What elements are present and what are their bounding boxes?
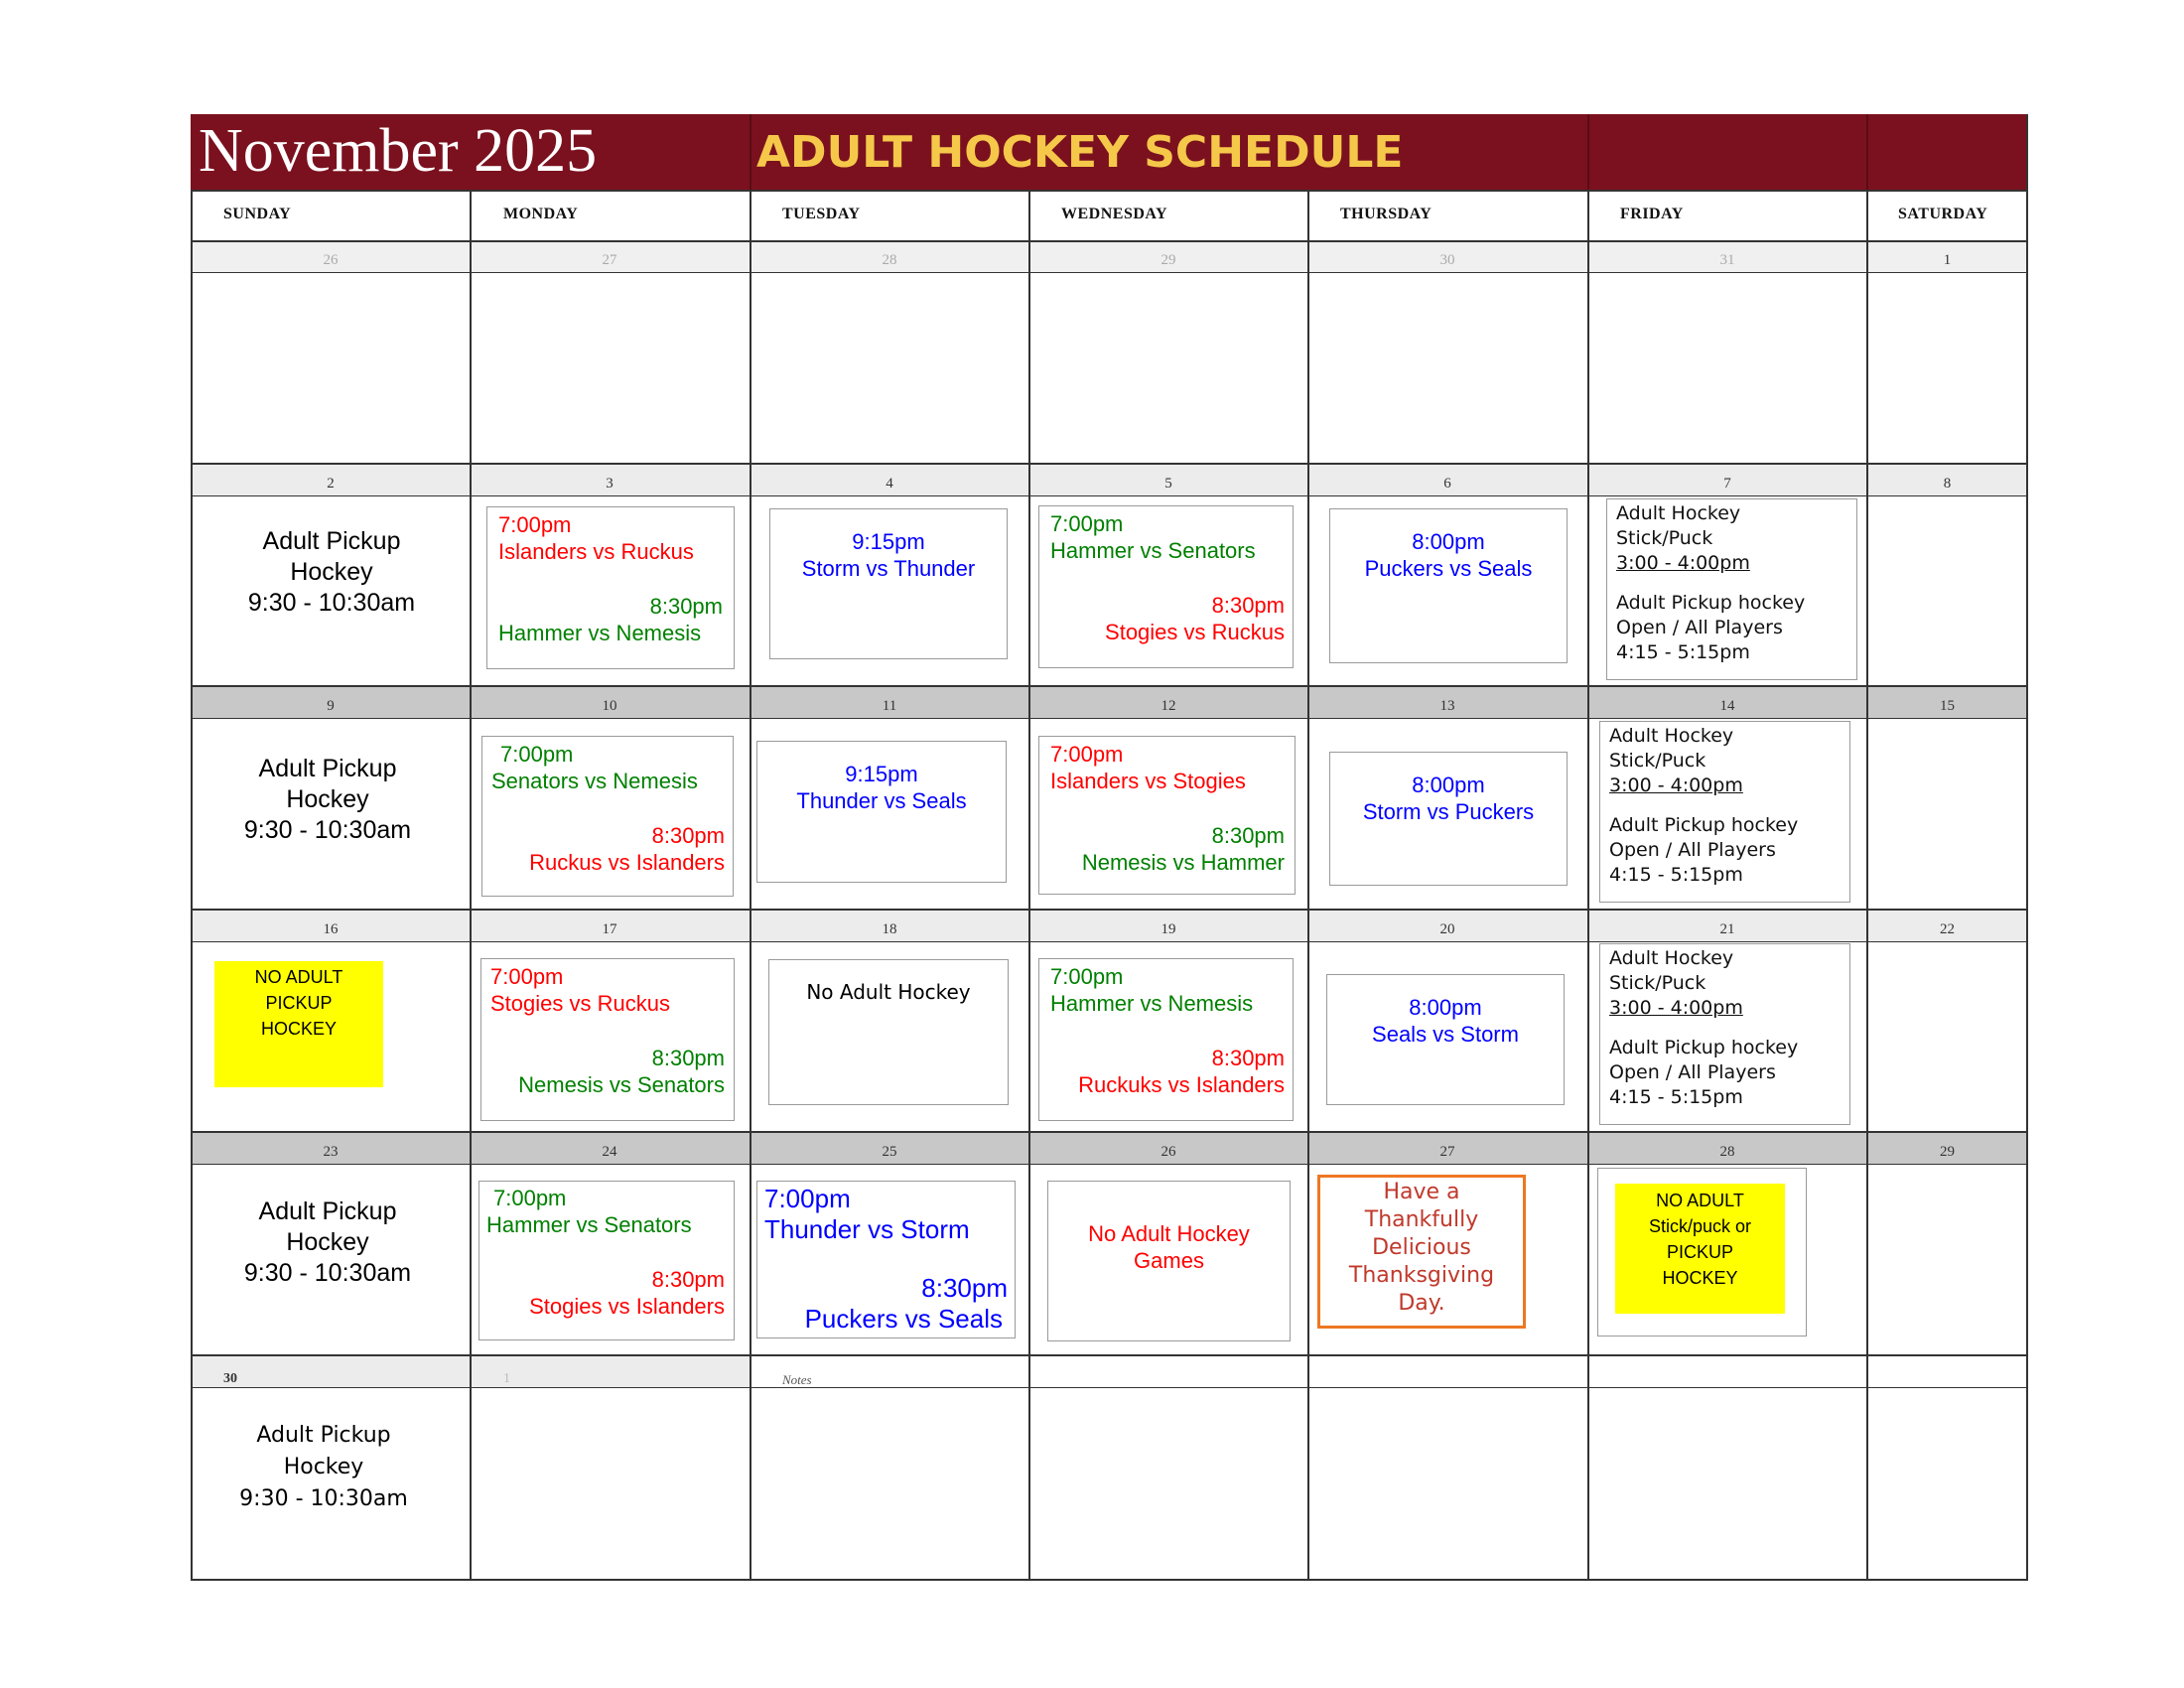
date-number: 24 bbox=[602, 1144, 617, 1160]
friday-time: 3:00 - 4:00pm bbox=[1609, 774, 1743, 796]
game-matchup: Seals vs Storm bbox=[1372, 1022, 1519, 1047]
pickup-line: Adult Pickup bbox=[256, 1423, 391, 1448]
game-matchup: Hammer vs Nemesis bbox=[498, 621, 702, 645]
schedule-title: ADULT HOCKEY SCHEDULE bbox=[756, 127, 1404, 178]
date-number: 5 bbox=[1164, 476, 1172, 492]
game-matchup: Ruckus vs Islanders bbox=[529, 850, 725, 875]
game-time: 7:00pm bbox=[490, 964, 564, 989]
game-matchup: Islanders vs Stogies bbox=[1050, 769, 1246, 793]
date-number: 25 bbox=[882, 1144, 897, 1160]
date-number: 28 bbox=[1719, 1144, 1735, 1160]
dow-wednesday: WEDNESDAY bbox=[1061, 206, 1168, 222]
friday-line: Stick/Puck bbox=[1609, 750, 1706, 772]
date-number: 11 bbox=[882, 698, 897, 714]
game-matchup: Stogies vs Islanders bbox=[529, 1294, 725, 1319]
game-time: 8:00pm bbox=[1412, 773, 1485, 797]
notice-line: NO ADULT bbox=[1656, 1191, 1744, 1210]
dow-sunday: SUNDAY bbox=[223, 206, 292, 222]
date-number: 16 bbox=[323, 921, 339, 937]
date-number: 2 bbox=[327, 476, 335, 492]
date-number: 8 bbox=[1943, 476, 1952, 492]
date-number: 27 bbox=[1439, 1144, 1455, 1160]
message-line: Thankfully bbox=[1364, 1207, 1479, 1232]
date-number: 12 bbox=[1160, 698, 1176, 714]
friday-line: Stick/Puck bbox=[1609, 972, 1706, 994]
game-matchup: Thunder vs Storm bbox=[764, 1214, 970, 1244]
pickup-time: 9:30 - 10:30am bbox=[239, 1486, 408, 1511]
date-number: 6 bbox=[1443, 476, 1451, 492]
game-time: 7:00pm bbox=[498, 512, 572, 537]
pickup-event bbox=[193, 526, 471, 619]
date-number: 21 bbox=[1719, 921, 1735, 937]
date-number: 26 bbox=[323, 252, 339, 268]
no-games-line: No Adult Hockey bbox=[1088, 1221, 1250, 1246]
date-number: 26 bbox=[1160, 1144, 1176, 1160]
game-time: 7:00pm bbox=[500, 742, 574, 767]
game-matchup: Ruckuks vs Islanders bbox=[1078, 1072, 1285, 1097]
pickup-line: Adult Pickup bbox=[258, 755, 397, 782]
header-divider bbox=[750, 114, 751, 190]
friday-time: 4:15 - 5:15pm bbox=[1609, 1086, 1743, 1108]
game-time: 8:30pm bbox=[1211, 1046, 1285, 1070]
date-number: 31 bbox=[1719, 252, 1735, 268]
pickup-event bbox=[185, 1420, 463, 1515]
date-number: 20 bbox=[1439, 921, 1455, 937]
game-matchup: Hammer vs Senators bbox=[486, 1212, 692, 1237]
friday-line: Open / All Players bbox=[1609, 839, 1776, 861]
date-number: 17 bbox=[602, 921, 617, 937]
game-matchup: Stogies vs Ruckus bbox=[1105, 620, 1285, 644]
pickup-time: 9:30 - 10:30am bbox=[247, 589, 416, 617]
message-line: Delicious bbox=[1372, 1235, 1471, 1260]
friday-line: Adult Pickup hockey bbox=[1609, 1037, 1799, 1058]
date-number: 30 bbox=[223, 1371, 237, 1386]
game-time: 7:00pm bbox=[1050, 964, 1124, 989]
no-pickup-text bbox=[1615, 1188, 1785, 1291]
game-matchup: Nemesis vs Hammer bbox=[1081, 850, 1285, 875]
notice-line: Stick/puck or bbox=[1648, 1216, 1752, 1236]
pickup-line: Adult Pickup bbox=[258, 1197, 397, 1225]
dow-thursday: THURSDAY bbox=[1340, 206, 1433, 222]
game-time: 8:30pm bbox=[649, 594, 723, 619]
header-divider bbox=[1587, 114, 1589, 190]
date-number: 29 bbox=[1940, 1144, 1955, 1160]
game-time: 8:30pm bbox=[651, 1046, 725, 1070]
date-number: 13 bbox=[1439, 698, 1455, 714]
game-matchup: Hammer vs Nemesis bbox=[1050, 991, 1254, 1016]
friday-line: Open / All Players bbox=[1609, 1061, 1776, 1083]
game-matchup: Puckers vs Seals bbox=[1364, 556, 1533, 581]
date-number: 29 bbox=[1160, 252, 1176, 268]
friday-time: 3:00 - 4:00pm bbox=[1609, 997, 1743, 1019]
date-number: 30 bbox=[1439, 252, 1455, 268]
friday-line: Adult Hockey bbox=[1609, 947, 1734, 969]
notice-line: HOCKEY bbox=[1662, 1268, 1738, 1288]
message-line: Day. bbox=[1398, 1291, 1445, 1316]
date-number: 4 bbox=[886, 476, 893, 492]
notice-line: PICKUP bbox=[265, 993, 333, 1013]
game-time: 7:00pm bbox=[1050, 742, 1124, 767]
date-number: 28 bbox=[882, 252, 897, 268]
friday-time: 3:00 - 4:00pm bbox=[1616, 552, 1750, 574]
notes-label: Notes bbox=[782, 1372, 812, 1387]
game-matchup: Stogies vs Ruckus bbox=[490, 991, 670, 1016]
friday-event bbox=[1609, 946, 1798, 1110]
no-games-text bbox=[1047, 1220, 1291, 1274]
friday-time: 4:15 - 5:15pm bbox=[1616, 641, 1750, 663]
pickup-line: Hockey bbox=[290, 558, 373, 586]
date-number: 27 bbox=[602, 252, 617, 268]
no-pickup-text bbox=[214, 964, 383, 1042]
pickup-time: 9:30 - 10:30am bbox=[243, 816, 412, 844]
friday-line: Stick/Puck bbox=[1616, 527, 1713, 549]
game-matchup: Thunder vs Seals bbox=[796, 788, 967, 813]
game-time: 8:00pm bbox=[1412, 529, 1485, 554]
friday-time: 4:15 - 5:15pm bbox=[1609, 864, 1743, 886]
no-games-line: Games bbox=[1134, 1248, 1204, 1273]
header-divider bbox=[1866, 114, 1868, 190]
game-matchup: Senators vs Nemesis bbox=[491, 769, 698, 793]
friday-line: Adult Hockey bbox=[1616, 502, 1741, 524]
notice-line: NO ADULT bbox=[254, 967, 343, 987]
game-time: 7:00pm bbox=[764, 1184, 851, 1213]
game-time: 7:00pm bbox=[1050, 511, 1124, 536]
friday-line: Open / All Players bbox=[1616, 617, 1783, 638]
game-time: 8:30pm bbox=[651, 1267, 725, 1292]
date-number: 23 bbox=[323, 1144, 339, 1160]
date-number: 7 bbox=[1723, 476, 1731, 492]
message-line: Thanksgiving bbox=[1348, 1263, 1495, 1288]
game-matchup: Storm vs Puckers bbox=[1362, 799, 1535, 824]
month-title: November 2025 bbox=[199, 117, 598, 185]
date-number: 18 bbox=[882, 921, 897, 937]
thanksgiving-message bbox=[1317, 1179, 1526, 1318]
date-number: 14 bbox=[1719, 698, 1735, 714]
game-time: 8:30pm bbox=[921, 1273, 1008, 1303]
game-time: 8:30pm bbox=[1211, 823, 1285, 848]
pickup-line: Hockey bbox=[283, 1455, 364, 1479]
friday-line: Adult Hockey bbox=[1609, 725, 1734, 747]
game-time: 9:15pm bbox=[852, 529, 925, 554]
date-number: 1 bbox=[503, 1371, 510, 1386]
pickup-event bbox=[189, 754, 467, 846]
game-matchup: Islanders vs Ruckus bbox=[498, 539, 694, 564]
game-time: 7:00pm bbox=[493, 1186, 567, 1210]
game-time: 8:30pm bbox=[651, 823, 725, 848]
date-number: 22 bbox=[1940, 921, 1955, 937]
pickup-line: Adult Pickup bbox=[262, 527, 401, 555]
game-matchup: Puckers vs Seals bbox=[804, 1304, 1003, 1334]
pickup-event bbox=[189, 1196, 467, 1289]
date-number: 9 bbox=[327, 698, 335, 714]
friday-line: Adult Pickup hockey bbox=[1616, 592, 1806, 614]
message-line: Have a bbox=[1383, 1180, 1460, 1204]
date-number: 3 bbox=[606, 476, 614, 492]
pickup-line: Hockey bbox=[286, 785, 369, 813]
notice-line: PICKUP bbox=[1666, 1242, 1734, 1262]
dow-tuesday: TUESDAY bbox=[782, 206, 861, 222]
notice-line: HOCKEY bbox=[260, 1019, 338, 1039]
game-time: 8:30pm bbox=[1211, 593, 1285, 618]
friday-line: Adult Pickup hockey bbox=[1609, 814, 1799, 836]
friday-event bbox=[1616, 501, 1805, 665]
game-matchup: Nemesis vs Senators bbox=[518, 1072, 725, 1097]
dow-monday: MONDAY bbox=[503, 206, 579, 222]
pickup-line: Hockey bbox=[286, 1228, 369, 1256]
date-number: 19 bbox=[1160, 921, 1176, 937]
pickup-time: 9:30 - 10:30am bbox=[243, 1259, 412, 1287]
date-number: 15 bbox=[1940, 698, 1955, 714]
friday-event bbox=[1609, 724, 1798, 888]
dow-friday: FRIDAY bbox=[1620, 206, 1684, 222]
game-matchup: Hammer vs Senators bbox=[1050, 538, 1256, 563]
game-time: 9:15pm bbox=[845, 762, 918, 786]
game-time: 8:00pm bbox=[1409, 995, 1482, 1020]
date-number: 1 bbox=[1943, 252, 1952, 268]
no-hockey-text: No Adult Hockey bbox=[806, 980, 971, 1004]
game-matchup: Storm vs Thunder bbox=[801, 556, 976, 581]
dow-saturday: SATURDAY bbox=[1898, 206, 1988, 222]
date-number: 10 bbox=[602, 698, 617, 714]
